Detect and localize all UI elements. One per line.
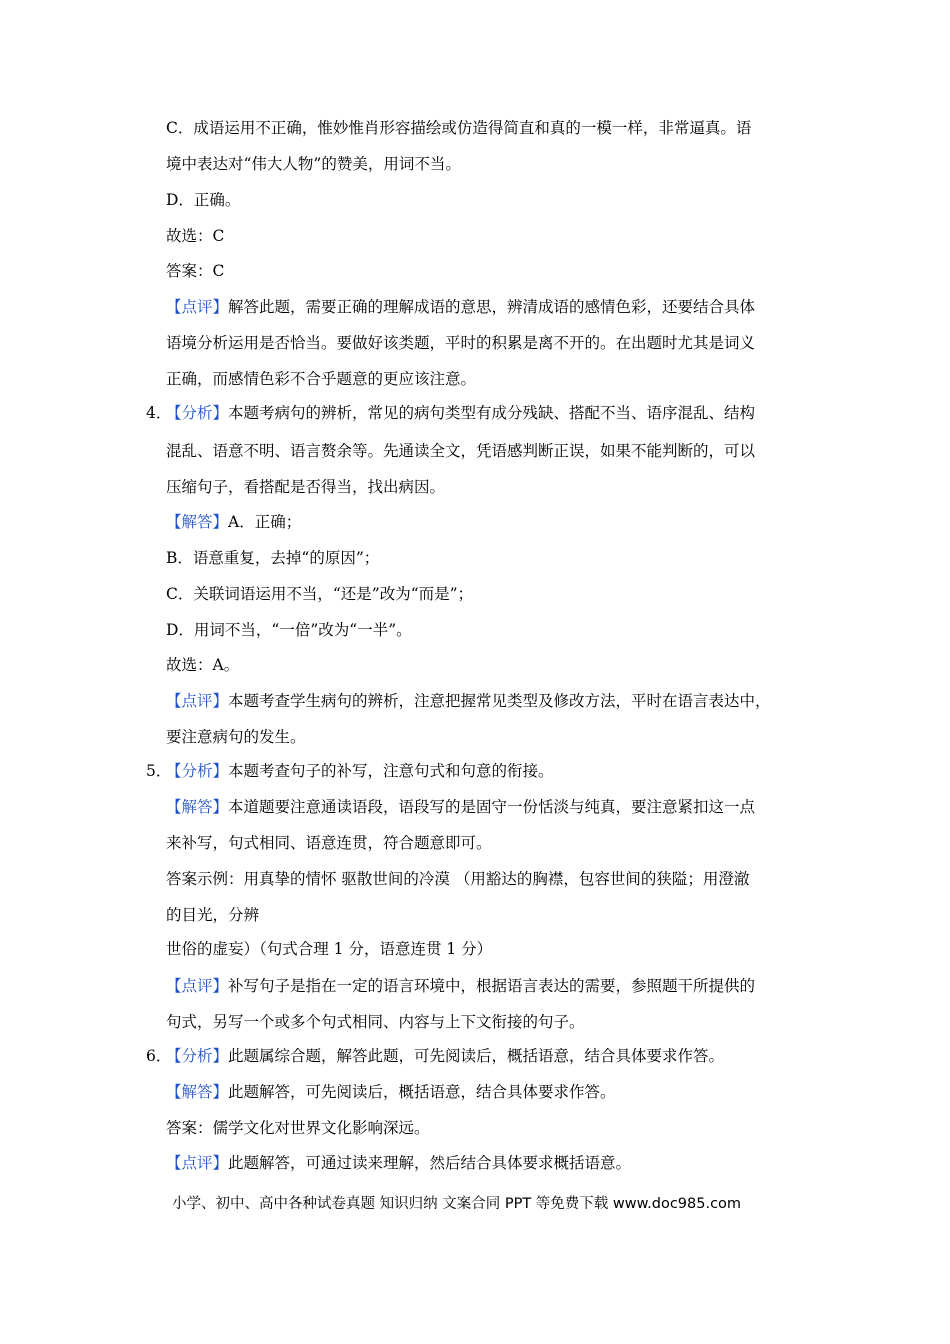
line-text: 本题考查句子的补写，注意句式和句意的衔接。 (228, 762, 554, 780)
line-text: 此题解答，可先阅读后，概括语意，结合具体要求作答。 (228, 1083, 616, 1101)
line-text: 本题考病句的辨析，常见的病句类型有成分残缺、搭配不当、语序混乱、结构 (228, 404, 756, 422)
text-line (166, 1046, 724, 1066)
question-number: 5． (146, 762, 172, 780)
line-text: 正确，而感情色彩不合乎题意的更应该注意。 (166, 370, 477, 388)
text-line (166, 477, 445, 497)
line-text: 压缩句子，看搭配是否得当，找出病因。 (166, 478, 446, 496)
text-line (166, 441, 755, 461)
line-text: 世俗的虚妄）（句式合理 1 分，语意连贯 1 分） (166, 940, 493, 958)
text-line (166, 190, 240, 210)
text-line (166, 1012, 585, 1032)
text-line (166, 333, 755, 353)
line-text: D．正确。 (166, 191, 241, 209)
line-text: 补写句子是指在一定的语言环境中，根据语言表达的需要，参照题干所提供的 (228, 977, 756, 995)
text-line (166, 512, 301, 532)
line-text: 境中表达对“伟大人物”的赞美，用词不当。 (166, 155, 461, 173)
line-text: 故选：A。 (166, 656, 240, 674)
text-line (166, 1118, 430, 1138)
text-line (166, 727, 306, 747)
text-line (166, 655, 239, 675)
line-text: 此题属综合题，解答此题，可先阅读后，概括语意，结合具体要求作答。 (228, 1047, 725, 1065)
line-text: D．用词不当，“一倍”改为“一半”。 (166, 621, 412, 639)
line-text: C．成语运用不正确，惟妙惟肖形容描绘或仿造得简直和真的一模一样，非常逼真。语 (166, 119, 752, 137)
text-line (166, 226, 224, 246)
page-footer: 小学、初中、高中各种试卷真题 知识归纳 文案合同 PPT 等免费下载 www.doc985.com (172, 1196, 742, 1212)
line-text: 本道题要注意通读语段，语段写的是固守一份恬淡与纯真，要注意紧扣这一点 (228, 798, 756, 816)
text-line (166, 403, 755, 423)
text-line (166, 869, 749, 889)
section-tag: 【点评】 (166, 692, 229, 710)
line-text: B．语意重复，去掉“的原因”； (166, 549, 380, 567)
line-text: 混乱、语意不明、语言赘余等。先通读全文，凭语感判断正误，如果不能判断的，可以 (166, 442, 756, 460)
text-line (166, 905, 259, 925)
line-text: C．关联词语运用不当，“还是”改为“而是”； (166, 585, 474, 603)
line-text: 的目光，分辨 (166, 906, 260, 924)
text-line (166, 939, 492, 959)
section-tag: 【分析】 (166, 762, 229, 780)
section-tag: 【解答】 (166, 798, 229, 816)
line-text: 语境分析运用是否恰当。要做好该类题，平时的积累是离不开的。在出题时尤其是词义 (166, 334, 756, 352)
section-tag: 【分析】 (166, 1047, 229, 1065)
line-text: 要注意病句的发生。 (166, 728, 306, 746)
section-tag: 【点评】 (166, 977, 229, 995)
line-text: 答案示例：用真挚的情怀 驱散世间的冷漠 （用豁达的胸襟，包容世间的狭隘；用澄澈 (166, 870, 750, 888)
text-line (166, 1082, 616, 1102)
line-text: 此题解答，可通过读来理解，然后结合具体要求概括语意。 (228, 1154, 632, 1172)
text-line (166, 118, 751, 138)
text-line (166, 797, 755, 817)
text-line (166, 976, 755, 996)
question-number: 6． (146, 1047, 172, 1065)
line-text: A．正确； (228, 513, 302, 531)
line-text: 句式，另写一个或多个句式相同、内容与上下文衔接的句子。 (166, 1013, 585, 1031)
text-line (166, 761, 554, 781)
section-tag: 【点评】 (166, 1154, 229, 1172)
text-line (166, 691, 771, 711)
section-tag: 【分析】 (166, 404, 229, 422)
text-line (166, 261, 224, 281)
section-tag: 【点评】 (166, 298, 229, 316)
line-text: 本题考查学生病句的辨析，注意把握常见类型及修改方法，平时在语言表达中， (228, 692, 771, 710)
question-number: 4． (146, 404, 172, 422)
line-text: 来补写，句式相同、语意连贯，符合题意即可。 (166, 834, 492, 852)
text-line (166, 620, 412, 640)
section-tag: 【解答】 (166, 1083, 229, 1101)
line-text: 答案：儒学文化对世界文化影响深远。 (166, 1119, 430, 1137)
text-line (166, 548, 379, 568)
line-text: 解答此题，需要正确的理解成语的意思，辨清成语的感情色彩，还要结合具体 (228, 298, 756, 316)
text-line (166, 154, 461, 174)
text-line (166, 1153, 631, 1173)
text-line (166, 369, 476, 389)
text-line (166, 584, 473, 604)
section-tag: 【解答】 (166, 513, 229, 531)
line-text: 故选：C (166, 227, 225, 245)
line-text: 答案：C (166, 262, 225, 280)
text-line (166, 297, 755, 317)
text-line (166, 833, 492, 853)
